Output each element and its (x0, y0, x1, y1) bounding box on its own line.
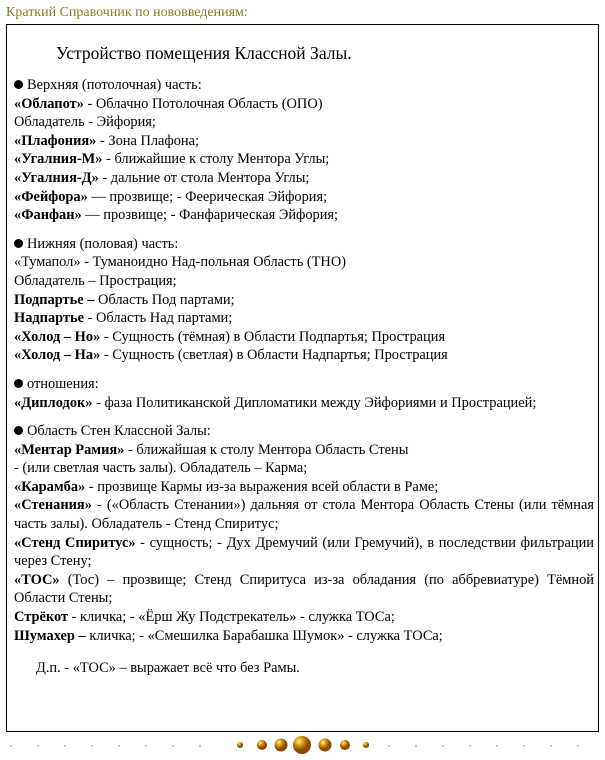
gold-ball-ornament (293, 736, 311, 754)
gold-ball-ornament (257, 740, 267, 750)
term: Стрёкот (14, 609, 69, 626)
bullet-icon (14, 379, 23, 388)
term: «Холод – На» (14, 347, 101, 364)
document-header: Краткий Справочник по нововведениям: (6, 5, 248, 20)
definition-line (14, 206, 594, 225)
page-title: Устройство помещения Классной Залы. (56, 43, 352, 63)
section-heading (14, 235, 594, 254)
term: «Облапот» (14, 95, 84, 112)
term: «Угалния-Д» (14, 169, 99, 186)
definition-text: - Зона Плафона; (96, 132, 200, 149)
section (14, 235, 594, 365)
definition-line (14, 627, 594, 646)
definition-text: «Тумапол» - Туманоидно Над-польная Область (ТНО) (14, 254, 347, 271)
section (14, 76, 594, 225)
term: «Холод – Но» (14, 328, 101, 345)
section-heading (14, 422, 594, 441)
footnote: Д.п. - «ТОС» – выражает всё что без Рамы. (36, 660, 300, 677)
divider-tick (199, 745, 201, 747)
gold-ball-ornament (275, 739, 288, 752)
definition-text: - ближайшие к столу Ментора Углы; (102, 151, 330, 168)
definition-line (14, 571, 594, 608)
definition-line (14, 328, 594, 347)
definition-text: - Сущность (светлая) в Области Надпартья; Прострация (100, 347, 448, 364)
definition-text: - сущность; - Дух Дремучий (или Гремучий), в последствии фильтрации через Стену; (14, 534, 594, 570)
divider-tick (118, 745, 120, 747)
term: «Плафония» (14, 132, 97, 149)
divider-tick (523, 745, 525, 747)
bullet-icon (14, 80, 23, 89)
section-heading-text: Область Стен Классной Залы: (27, 423, 211, 440)
divider-tick (442, 745, 444, 747)
definition-text: - Сущность (тёмная) в Области Подпартья; Прострация (100, 328, 446, 345)
term: «ТОС» (14, 571, 60, 588)
term: Подпартье – (14, 291, 95, 308)
divider-tick (64, 745, 66, 747)
divider-tick (415, 745, 417, 747)
definition-line (14, 478, 594, 497)
gold-ball-ornament (340, 740, 350, 750)
term: «Стенд Спиритус» (14, 534, 136, 551)
term: «Угалния-М» (14, 151, 103, 168)
definition-line (14, 459, 594, 478)
definition-line (14, 113, 594, 132)
section-heading-text: Нижняя (половая) часть: (27, 235, 179, 252)
sections-container (14, 76, 594, 645)
definition-line (14, 169, 594, 188)
definition-text: (Тос) – прозвище; Стенд Спиритуса из-за обладания (по аббревиатуре) Тёмной Области Стены; (14, 571, 594, 607)
term: «Карамба» (14, 478, 86, 495)
divider-tick (145, 745, 147, 747)
definition-text: - ближайшая к столу Ментора Область Стены (124, 441, 409, 458)
decorative-divider (0, 734, 605, 756)
section-heading-text: Верхняя (потолочная) часть: (27, 77, 202, 93)
section-heading (14, 76, 594, 95)
definition-line (14, 441, 594, 460)
divider-tick (469, 745, 471, 747)
bullet-icon (14, 426, 23, 435)
definition-line (14, 95, 594, 114)
definition-line (14, 132, 594, 151)
definition-line (14, 188, 594, 207)
definition-line (14, 608, 594, 627)
definition-text: — прозвище; - Феерическая Эйфория; (87, 188, 328, 205)
definition-line (14, 150, 594, 169)
term: «Ментар Рамия» (14, 441, 125, 458)
section (14, 422, 594, 645)
definition-text: - фаза Политиканской Дипломатики между Эйфориями и Прострацией; (92, 394, 537, 411)
definition-line (14, 534, 594, 571)
definition-text: Обладатель - Эйфория; (14, 114, 156, 131)
section-heading (14, 375, 594, 394)
divider-tick (496, 745, 498, 747)
divider-tick (550, 745, 552, 747)
gold-ball-ornament (237, 742, 243, 748)
term: «Стенания» (14, 497, 92, 514)
bullet-icon (14, 239, 23, 248)
term: «Фейфора» (14, 188, 88, 205)
definition-text: Область Под партами; (94, 291, 235, 308)
divider-tick (577, 745, 579, 747)
definition-text: - Облачно Потолочная Область (ОПО) (83, 95, 323, 112)
definition-text: - дальние от стола Ментора Углы; (98, 169, 310, 186)
divider-tick (37, 745, 39, 747)
gold-ball-ornament (363, 742, 369, 748)
definition-text: - кличка; - «Ёрш Жу Подстрекатель» - служка ТОСа; (68, 609, 395, 626)
definition-line (14, 496, 594, 533)
definition-text: Обладатель – Прострация; (14, 272, 177, 289)
definition-line (14, 291, 594, 310)
term: «Фанфан» (14, 207, 82, 224)
divider-tick (388, 745, 390, 747)
definition-text: — прозвище; - Фанфарическая Эйфория; (81, 207, 339, 224)
term: Шумахер – (14, 627, 86, 644)
divider-tick (172, 745, 174, 747)
definition-line (14, 346, 594, 365)
term: Надпартье (14, 310, 85, 327)
section (14, 375, 594, 412)
divider-tick (91, 745, 93, 747)
definition-line (14, 394, 594, 413)
definition-text: - (или светлая часть залы). Обладатель – Карма; (14, 460, 308, 477)
gold-ball-ornament (319, 739, 332, 752)
section-heading-text: отношения: (27, 375, 99, 392)
definition-line (14, 309, 594, 328)
term: «Диплодок» (14, 394, 93, 411)
definition-text: - прозвище Кармы из-за выражения всей области в Раме; (85, 478, 439, 495)
definition-line (14, 272, 594, 291)
definition-line (14, 253, 594, 272)
definition-text: - Область Над партами; (84, 310, 233, 327)
document-body (14, 38, 594, 678)
divider-tick (10, 745, 12, 747)
definition-text: кличка; - «Смешилка Барабашка Шумок» - служка ТОСа; (85, 627, 443, 644)
definition-text: - («Область Стенании») дальняя от стола Ментора Область Стены (или тёмная часть залы). Обладатель - Стенд Спиритус; (14, 497, 594, 533)
